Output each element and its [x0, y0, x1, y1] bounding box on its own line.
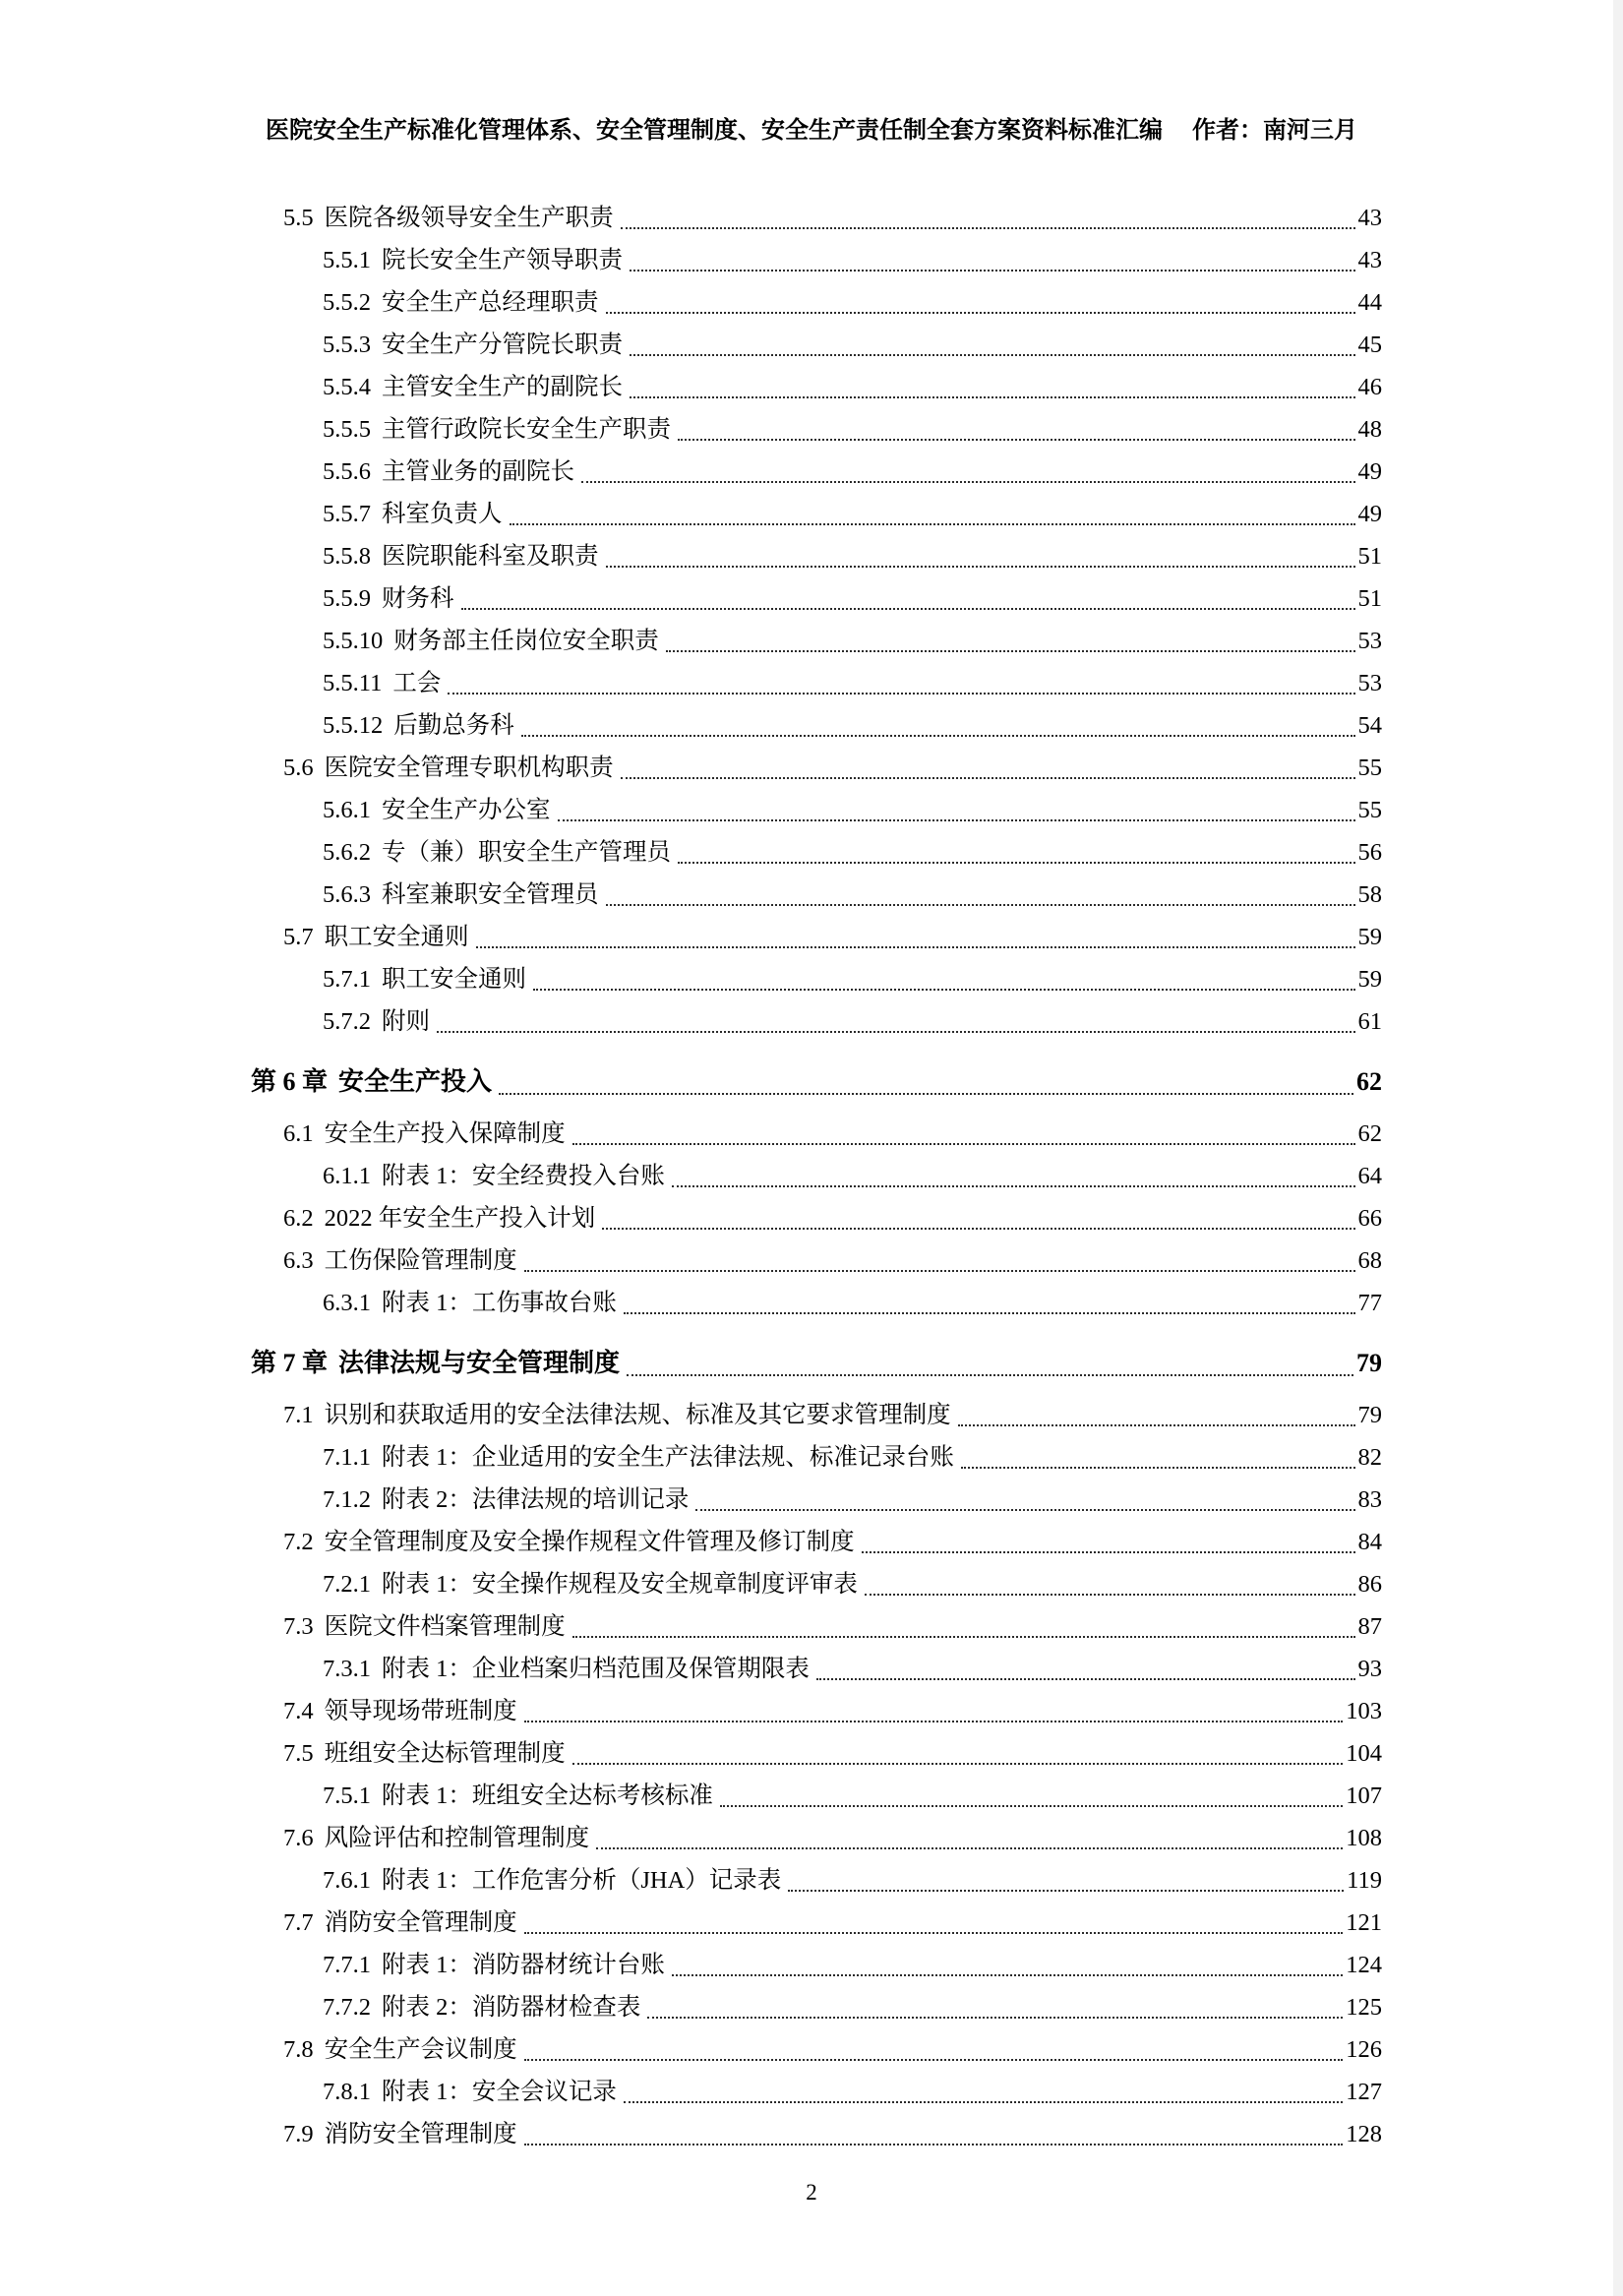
toc-entry-number: 7.7.2	[323, 1994, 371, 2021]
toc-dot-leader	[630, 354, 1355, 356]
toc-entry-number: 7.5	[283, 1740, 314, 1767]
toc-entry-title: 工会	[392, 670, 442, 696]
header-author: 作者：南河三月	[1192, 118, 1357, 144]
toc-dot-leader	[678, 862, 1355, 864]
toc-dot-leader	[596, 1847, 1343, 1849]
toc-entry-page-number: 53	[1357, 670, 1382, 696]
toc-entry	[221, 1986, 1382, 2028]
toc-entry-number: 5.5.11	[323, 670, 383, 696]
toc-entry-number: 5.5.9	[323, 585, 371, 612]
toc-entry-page-number: 68	[1357, 1247, 1382, 1274]
toc-entry-number: 7.8	[283, 2036, 314, 2063]
toc-entry	[221, 1155, 1382, 1197]
toc-entry-page-number: 43	[1357, 247, 1382, 273]
toc-entry-number: 5.5.7	[323, 501, 371, 527]
toc-entry	[221, 1775, 1382, 1817]
toc-entry-page-number: 77	[1357, 1290, 1382, 1316]
toc-entry-title: 消防安全管理制度	[324, 2121, 517, 2147]
toc-entry-title: 财务部主任岗位安全职责	[393, 628, 659, 654]
toc-entry	[221, 535, 1382, 577]
toc-entry-page-number: 51	[1357, 543, 1382, 570]
toc-dot-leader	[624, 1312, 1355, 1314]
toc-entry-page-number: 56	[1357, 839, 1382, 866]
toc-entry-title: 后勤总务科	[393, 712, 514, 739]
toc-entry	[221, 1648, 1382, 1690]
toc-dot-leader	[624, 2101, 1343, 2103]
toc-entry	[221, 324, 1382, 366]
page-edge-shadow	[1613, 0, 1623, 2296]
toc-entry-number: 6.2	[283, 1205, 314, 1232]
toc-entry	[221, 1859, 1382, 1902]
toc-entry	[221, 1521, 1382, 1563]
toc-entry-page-number: 103	[1346, 1698, 1382, 1724]
toc-entry-number: 5.6.2	[323, 839, 371, 866]
toc-entry	[221, 239, 1382, 281]
toc-entry-title: 院长安全生产领导职责	[382, 247, 623, 273]
toc-entry-number: 6.3	[283, 1247, 314, 1274]
toc-entry-title: 安全生产总经理职责	[382, 289, 599, 316]
toc-entry-title: 主管业务的副院长	[382, 458, 574, 485]
toc-entry-page-number: 53	[1357, 628, 1382, 654]
toc-dot-leader	[533, 989, 1355, 991]
toc-dot-leader	[695, 1509, 1354, 1511]
toc-dot-leader	[524, 1270, 1355, 1272]
toc-entry	[221, 1605, 1382, 1648]
toc-entry	[221, 281, 1382, 324]
toc-dot-leader	[572, 1143, 1355, 1145]
toc-entry-page-number: 84	[1357, 1529, 1382, 1555]
toc-entry-page-number: 127	[1346, 2079, 1382, 2105]
toc-dot-leader	[647, 2017, 1343, 2019]
toc-dot-leader	[476, 946, 1355, 948]
toc-entry-number: 5.5.8	[323, 543, 371, 570]
toc-entry-number: 5.5.3	[323, 332, 371, 358]
toc-entry-page-number: 62	[1357, 1120, 1382, 1147]
toc-entry-page-number: 46	[1357, 374, 1382, 400]
toc-entry-number: 第 7 章	[251, 1349, 329, 1377]
toc-entry-page-number: 125	[1346, 1994, 1382, 2021]
toc-entry-number: 第 6 章	[251, 1067, 329, 1096]
toc-entry-number: 7.7	[283, 1909, 314, 1936]
toc-dot-leader	[862, 1551, 1355, 1553]
toc-entry-number: 6.3.1	[323, 1290, 371, 1316]
toc-entry-title: 安全生产会议制度	[324, 2036, 517, 2063]
toc-entry-title: 附表 1：企业适用的安全生产法律法规、标准记录台账	[382, 1444, 954, 1471]
toc-entry-title: 领导现场带班制度	[324, 1698, 517, 1724]
toc-entry-page-number: 54	[1357, 712, 1382, 739]
toc-entry-page-number: 59	[1357, 966, 1382, 993]
toc-entry	[221, 366, 1382, 408]
toc-entry	[221, 1394, 1382, 1436]
toc-dot-leader	[572, 1763, 1344, 1765]
toc-entry-page-number: 66	[1357, 1205, 1382, 1232]
toc-entry-number: 7.1.2	[323, 1486, 371, 1513]
toc-entry	[221, 1197, 1382, 1239]
toc-entry	[221, 831, 1382, 874]
toc-dot-leader	[672, 1974, 1343, 1976]
toc-entry-number: 7.3	[283, 1613, 314, 1640]
toc-entry	[221, 2071, 1382, 2113]
toc-entry-page-number: 55	[1357, 797, 1382, 823]
toc-entry-page-number: 59	[1357, 924, 1382, 950]
toc-entry-title: 主管安全生产的副院长	[382, 374, 623, 400]
toc-entry	[221, 1944, 1382, 1986]
toc-entry	[221, 620, 1382, 662]
toc-dot-leader	[961, 1467, 1355, 1469]
toc-entry-number: 5.5.12	[323, 712, 384, 739]
toc-dot-leader	[461, 608, 1355, 610]
toc-entry	[221, 1436, 1382, 1479]
toc-entry-title: 安全管理制度及安全操作规程文件管理及修订制度	[324, 1529, 855, 1555]
toc-entry-page-number: 44	[1357, 289, 1382, 316]
toc-dot-leader	[816, 1678, 1355, 1680]
toc-entry	[221, 1732, 1382, 1775]
toc-entry	[221, 408, 1382, 451]
toc-dot-leader	[958, 1424, 1355, 1426]
toc-dot-leader	[437, 1031, 1355, 1033]
toc-entry	[221, 1282, 1382, 1324]
toc-entry-title: 2022 年安全生产投入计划	[324, 1205, 596, 1232]
toc-entry-page-number: 58	[1357, 881, 1382, 908]
toc-entry-title: 消防安全管理制度	[324, 1909, 517, 1936]
toc-entry-title: 安全生产投入	[338, 1067, 493, 1096]
toc-entry-page-number: 83	[1357, 1486, 1382, 1513]
toc-entry-title: 风险评估和控制管理制度	[324, 1825, 590, 1851]
toc-entry-page-number: 124	[1346, 1952, 1382, 1978]
toc-entry	[221, 197, 1382, 239]
toc-entry	[221, 916, 1382, 958]
toc-entry-page-number: 79	[1357, 1402, 1382, 1428]
toc-entry-number: 7.2	[283, 1529, 314, 1555]
toc-dot-leader	[524, 1721, 1344, 1722]
toc-entry-page-number: 128	[1346, 2121, 1382, 2147]
toc-dot-leader	[606, 566, 1355, 568]
toc-entry-title: 职工安全通则	[382, 966, 526, 993]
toc-entry-title: 附表 2：消防器材检查表	[382, 1994, 641, 2021]
toc-entry-number: 7.3.1	[323, 1656, 371, 1682]
toc-entry-number: 7.9	[283, 2121, 314, 2147]
header-title: 医院安全生产标准化管理体系、安全管理制度、安全生产责任制全套方案资料标准汇编	[266, 118, 1163, 144]
toc-entry-title: 附表 1：安全会议记录	[382, 2079, 617, 2105]
toc-entry-number: 5.5	[283, 205, 314, 231]
toc-entry-page-number: 62	[1356, 1067, 1382, 1096]
toc-dot-leader	[499, 1093, 1353, 1095]
toc-entry-page-number: 64	[1357, 1163, 1382, 1189]
toc-dot-leader	[621, 777, 1355, 779]
toc-entry-page-number: 82	[1357, 1444, 1382, 1471]
toc-entry-number: 7.7.1	[323, 1952, 371, 1978]
toc-dot-leader	[630, 396, 1355, 398]
toc-entry-page-number: 49	[1357, 458, 1382, 485]
toc-dot-leader	[666, 650, 1355, 652]
toc-entry-number: 7.1.1	[323, 1444, 371, 1471]
toc-entry-page-number: 86	[1357, 1571, 1382, 1598]
toc-dot-leader	[558, 819, 1355, 821]
toc-dot-leader	[621, 227, 1355, 229]
toc-dot-leader	[720, 1805, 1343, 1807]
toc-entry	[221, 874, 1382, 916]
toc-dot-leader	[627, 1374, 1353, 1376]
toc-entry-number: 5.7.2	[323, 1008, 371, 1035]
toc-entry-title: 法律法规与安全管理制度	[338, 1349, 621, 1377]
toc-entry-number: 5.7.1	[323, 966, 371, 993]
toc-entry-number: 5.5.4	[323, 374, 371, 400]
toc-entry	[221, 1000, 1382, 1043]
toc-entry-title: 附表 1：消防器材统计台账	[382, 1952, 665, 1978]
toc-entry-number: 7.1	[283, 1402, 314, 1428]
toc-entry-page-number: 45	[1357, 332, 1382, 358]
toc-entry-title: 附表 1：工伤事故台账	[382, 1290, 617, 1316]
toc-entry-title: 科室负责人	[382, 501, 503, 527]
toc-entry	[221, 1113, 1382, 1155]
toc-entry-page-number: 107	[1346, 1782, 1382, 1809]
table-of-contents	[221, 197, 1382, 2155]
toc-entry-title: 医院各级领导安全生产职责	[324, 205, 614, 231]
toc-dot-leader	[581, 481, 1355, 483]
toc-entry	[221, 493, 1382, 535]
toc-entry-number: 6.1	[283, 1120, 314, 1147]
toc-entry-page-number: 87	[1357, 1613, 1382, 1640]
toc-entry-title: 附表 1：安全经费投入台账	[382, 1163, 665, 1189]
toc-entry-page-number: 48	[1357, 416, 1382, 443]
toc-dot-leader	[606, 312, 1355, 314]
toc-dot-leader	[602, 1228, 1354, 1230]
toc-entry-number: 5.5.6	[323, 458, 371, 485]
toc-entry-number: 5.5.10	[323, 628, 384, 654]
toc-entry-number: 5.7	[283, 924, 314, 950]
toc-entry-title: 医院职能科室及职责	[382, 543, 599, 570]
toc-entry	[221, 747, 1382, 789]
toc-chapter-entry	[221, 1340, 1382, 1386]
toc-dot-leader	[524, 2059, 1344, 2061]
toc-entry	[221, 577, 1382, 620]
toc-entry-number: 5.6.1	[323, 797, 371, 823]
toc-entry-page-number: 79	[1356, 1349, 1382, 1377]
page-header	[218, 110, 1405, 145]
toc-entry	[221, 2028, 1382, 2071]
toc-entry	[221, 1902, 1382, 1944]
toc-entry-title: 职工安全通则	[324, 924, 469, 950]
toc-entry	[221, 1239, 1382, 1282]
toc-entry-title: 班组安全达标管理制度	[324, 1740, 566, 1767]
toc-dot-leader	[672, 1185, 1355, 1187]
toc-entry-number: 7.8.1	[323, 2079, 371, 2105]
toc-entry	[221, 958, 1382, 1000]
toc-entry-number: 5.5.2	[323, 289, 371, 316]
page-footer	[0, 2180, 1623, 2205]
toc-dot-leader	[524, 1932, 1344, 1934]
toc-entry-number: 6.1.1	[323, 1163, 371, 1189]
toc-entry	[221, 2113, 1382, 2155]
toc-entry-page-number: 93	[1357, 1656, 1382, 1682]
toc-entry-page-number: 49	[1357, 501, 1382, 527]
toc-entry	[221, 662, 1382, 704]
toc-entry-title: 医院文件档案管理制度	[324, 1613, 566, 1640]
toc-entry-number: 5.5.1	[323, 247, 371, 273]
toc-entry-title: 主管行政院长安全生产职责	[382, 416, 671, 443]
toc-chapter-entry	[221, 1058, 1382, 1105]
toc-entry-number: 5.6.3	[323, 881, 371, 908]
toc-entry	[221, 704, 1382, 747]
toc-entry	[221, 1690, 1382, 1732]
toc-entry-title: 附表 2：法律法规的培训记录	[382, 1486, 690, 1513]
toc-dot-leader	[448, 693, 1354, 695]
toc-entry	[221, 1563, 1382, 1605]
toc-dot-leader	[606, 904, 1355, 906]
toc-entry-page-number: 61	[1357, 1008, 1382, 1035]
footer-page-number: 2	[806, 2180, 817, 2205]
toc-dot-leader	[572, 1636, 1355, 1638]
toc-entry-title: 附表 1：班组安全达标考核标准	[382, 1782, 713, 1809]
toc-entry-title: 医院安全管理专职机构职责	[324, 755, 614, 781]
toc-dot-leader	[678, 439, 1355, 441]
toc-dot-leader	[788, 1890, 1344, 1892]
toc-entry-title: 识别和获取适用的安全法律法规、标准及其它要求管理制度	[324, 1402, 951, 1428]
toc-entry-title: 附则	[382, 1008, 430, 1035]
toc-entry-number: 7.4	[283, 1698, 314, 1724]
toc-entry-title: 财务科	[382, 585, 454, 612]
toc-entry-number: 7.6	[283, 1825, 314, 1851]
toc-entry-page-number: 126	[1346, 2036, 1382, 2063]
toc-entry-title: 安全生产投入保障制度	[324, 1120, 566, 1147]
toc-entry-number: 7.6.1	[323, 1867, 371, 1894]
toc-dot-leader	[524, 2144, 1344, 2145]
toc-dot-leader	[521, 735, 1355, 737]
toc-entry	[221, 1479, 1382, 1521]
toc-entry-page-number: 104	[1346, 1740, 1382, 1767]
toc-entry	[221, 1817, 1382, 1859]
toc-entry-title: 附表 1：安全操作规程及安全规章制度评审表	[382, 1571, 858, 1598]
toc-dot-leader	[865, 1594, 1355, 1596]
toc-entry-title: 专（兼）职安全生产管理员	[382, 839, 671, 866]
toc-entry-number: 7.5.1	[323, 1782, 371, 1809]
toc-entry	[221, 789, 1382, 831]
toc-entry-page-number: 108	[1346, 1825, 1382, 1851]
toc-entry-title: 安全生产分管院长职责	[382, 332, 623, 358]
toc-entry-page-number: 43	[1357, 205, 1382, 231]
toc-entry-page-number: 55	[1357, 755, 1382, 781]
toc-entry-title: 工伤保险管理制度	[324, 1247, 517, 1274]
toc-entry	[221, 451, 1382, 493]
toc-dot-leader	[510, 523, 1355, 525]
toc-entry-number: 5.6	[283, 755, 314, 781]
toc-entry-page-number: 121	[1346, 1909, 1382, 1936]
toc-entry-number: 5.5.5	[323, 416, 371, 443]
toc-entry-number: 7.2.1	[323, 1571, 371, 1598]
toc-entry-page-number: 51	[1357, 585, 1382, 612]
toc-entry-title: 附表 1：工作危害分析（JHA）记录表	[382, 1867, 782, 1894]
toc-dot-leader	[630, 270, 1355, 272]
toc-entry-title: 安全生产办公室	[382, 797, 551, 823]
toc-entry-title: 附表 1：企业档案归档范围及保管期限表	[382, 1656, 810, 1682]
toc-entry-page-number: 119	[1347, 1867, 1382, 1894]
toc-entry-title: 科室兼职安全管理员	[382, 881, 599, 908]
